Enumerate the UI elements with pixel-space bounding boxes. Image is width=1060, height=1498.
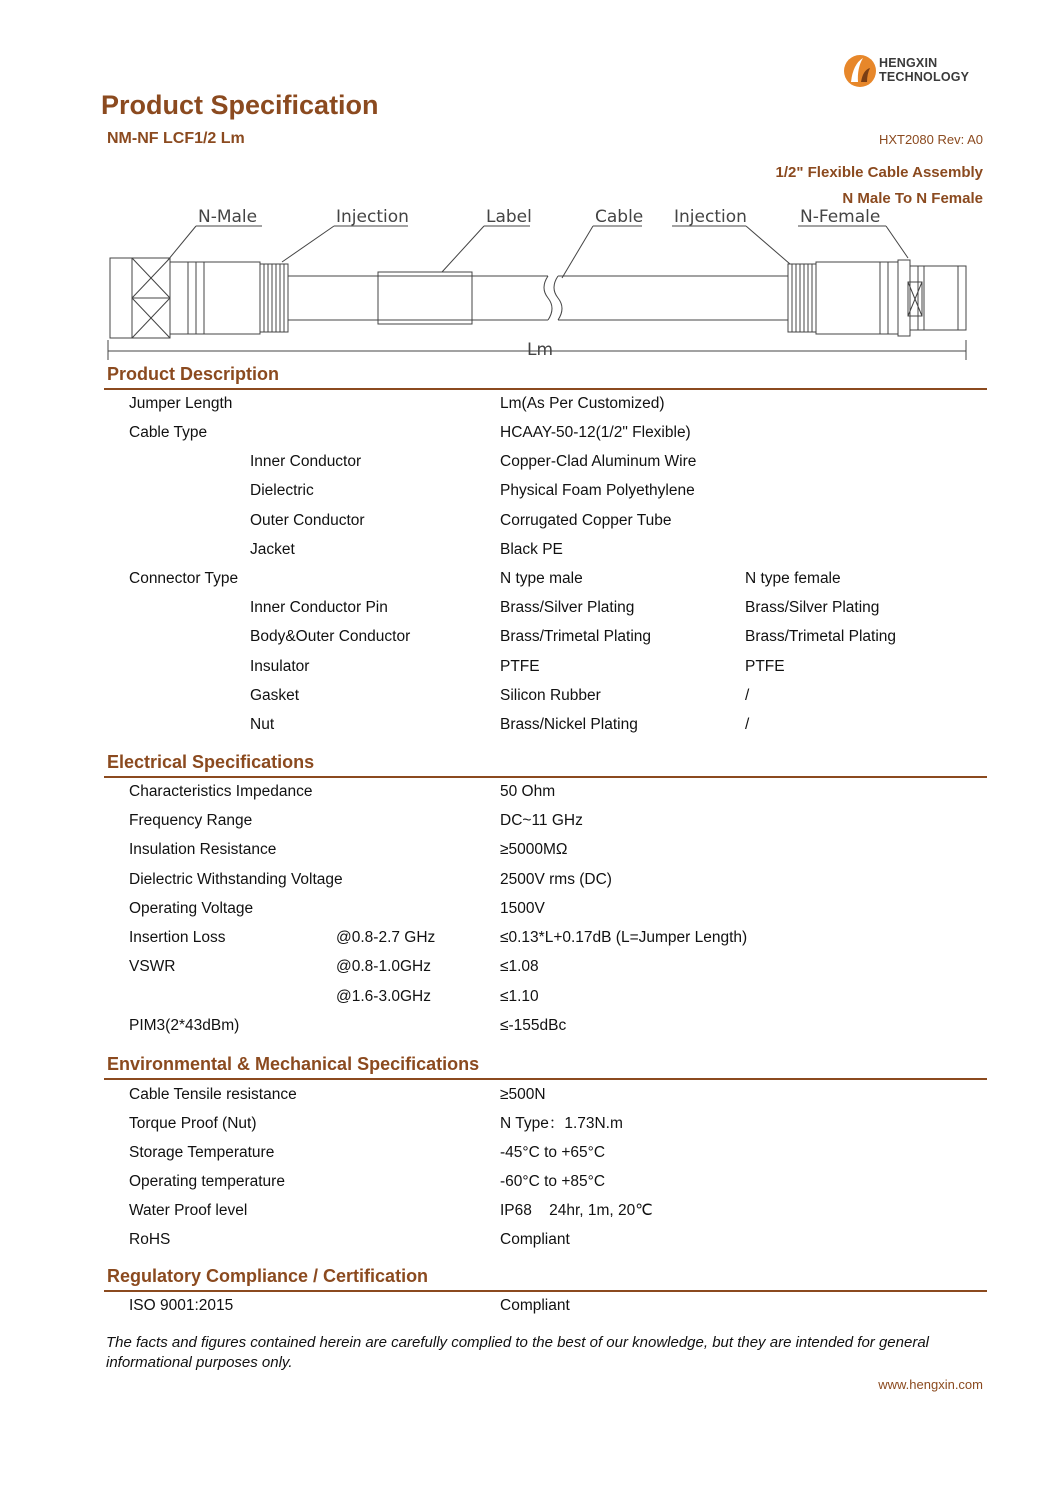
spec-label: Characteristics Impedance bbox=[129, 783, 313, 800]
spec-label: Water Proof level bbox=[129, 1202, 248, 1219]
spec-value-female: Brass/Silver Plating bbox=[745, 599, 880, 616]
spec-sublabel: Inner Conductor bbox=[250, 453, 362, 470]
spec-value-male: Silicon Rubber bbox=[500, 687, 601, 704]
spec-label: Operating Voltage bbox=[129, 900, 254, 917]
company-logo bbox=[843, 52, 993, 92]
table-row bbox=[0, 923, 1060, 952]
spec-value: ≥500N bbox=[500, 1086, 546, 1103]
spec-value-female: / bbox=[745, 716, 750, 733]
table-row bbox=[0, 1291, 1060, 1320]
spec-value-male: N type male bbox=[500, 570, 583, 587]
table-row bbox=[0, 418, 1060, 447]
table-row bbox=[0, 894, 1060, 923]
spec-sublabel: Insulator bbox=[250, 658, 310, 675]
website-link[interactable]: www.hengxin.com bbox=[878, 1377, 983, 1392]
table-row bbox=[0, 681, 1060, 710]
table-row bbox=[0, 447, 1060, 476]
label-injection-left: Injection bbox=[336, 207, 409, 227]
spec-value-male: PTFE bbox=[500, 658, 540, 675]
logo-wordmark bbox=[879, 56, 969, 84]
spec-sublabel: Outer Conductor bbox=[250, 512, 365, 529]
spec-frequency: @1.6-3.0GHz bbox=[336, 988, 431, 1005]
table-row bbox=[0, 506, 1060, 535]
spec-value: 1500V bbox=[500, 900, 545, 917]
spec-label: Cable Type bbox=[129, 424, 208, 441]
spec-value: ≤1.10 bbox=[500, 988, 539, 1005]
spec-value-female: PTFE bbox=[745, 658, 785, 675]
spec-sublabel: Body&Outer Conductor bbox=[250, 628, 411, 645]
spec-label: Connector Type bbox=[129, 570, 239, 587]
spec-value: Copper-Clad Aluminum Wire bbox=[500, 453, 697, 470]
spec-value: Compliant bbox=[500, 1297, 570, 1314]
spec-value: ≥5000MΩ bbox=[500, 841, 568, 858]
spec-label: RoHS bbox=[129, 1231, 171, 1248]
spec-label: Torque Proof (Nut) bbox=[129, 1115, 257, 1132]
logo-line1: HENGXIN bbox=[879, 56, 938, 70]
table-row bbox=[0, 710, 1060, 739]
label-length: Lm bbox=[527, 340, 554, 360]
spec-value: -45°C to +65°C bbox=[500, 1144, 606, 1161]
spec-value: 2500V rms (DC) bbox=[500, 871, 612, 888]
section-title-electrical: Electrical Specifications bbox=[107, 752, 315, 772]
spec-label: Storage Temperature bbox=[129, 1144, 275, 1161]
spec-label: Operating temperature bbox=[129, 1173, 285, 1190]
table-row bbox=[0, 982, 1060, 1011]
spec-label: Frequency Range bbox=[129, 812, 253, 829]
label-n-female: N-Female bbox=[800, 207, 881, 227]
spec-value: ≤1.08 bbox=[500, 958, 539, 975]
table-row bbox=[0, 476, 1060, 505]
spec-sublabel: Jacket bbox=[250, 541, 295, 558]
spec-label: Jumper Length bbox=[129, 395, 233, 412]
table-row bbox=[0, 1196, 1060, 1225]
table-row bbox=[0, 564, 1060, 593]
spec-frequency: @0.8-1.0GHz bbox=[336, 958, 431, 975]
spec-sublabel: Nut bbox=[250, 716, 275, 733]
section-title-product-description: Product Description bbox=[107, 364, 280, 384]
spec-value: Corrugated Copper Tube bbox=[500, 512, 672, 529]
table-row bbox=[0, 593, 1060, 622]
spec-sublabel: Gasket bbox=[250, 687, 300, 704]
spec-label: Insertion Loss bbox=[129, 929, 226, 946]
spec-value-female: N type female bbox=[745, 570, 841, 587]
spec-sublabel: Inner Conductor Pin bbox=[250, 599, 388, 616]
assembly-type: N Male To N Female bbox=[842, 190, 983, 207]
label-injection-right: Injection bbox=[674, 207, 747, 227]
table-row bbox=[0, 1167, 1060, 1196]
spec-value: DC~11 GHz bbox=[500, 812, 583, 829]
spec-label: PIM3(2*43dBm) bbox=[129, 1017, 240, 1034]
spec-label: Dielectric Withstanding Voltage bbox=[129, 871, 343, 888]
spec-label: ISO 9001:2015 bbox=[129, 1297, 234, 1314]
table-row bbox=[0, 835, 1060, 864]
spec-value: Physical Foam Polyethylene bbox=[500, 482, 695, 499]
table-row bbox=[0, 389, 1060, 418]
spec-value-female: Brass/Trimetal Plating bbox=[745, 628, 897, 645]
table-row bbox=[0, 1225, 1060, 1254]
section-title-regulatory: Regulatory Compliance / Certification bbox=[107, 1266, 429, 1286]
spec-value-male: Brass/Trimetal Plating bbox=[500, 628, 652, 645]
spec-value: N Type：1.73N.m bbox=[500, 1115, 623, 1132]
section-title-environmental: Environmental & Mechanical Specifications bbox=[107, 1054, 480, 1074]
spec-value: Black PE bbox=[500, 541, 563, 558]
spec-value: HCAAY-50-12(1/2" Flexible) bbox=[500, 424, 691, 441]
spec-value: Compliant bbox=[500, 1231, 570, 1248]
spec-label: Insulation Resistance bbox=[129, 841, 277, 858]
table-row bbox=[0, 777, 1060, 806]
table-row bbox=[0, 806, 1060, 835]
spec-value: ≤0.13*L+0.17dB (L=Jumper Length) bbox=[500, 929, 748, 946]
label-n-male: N-Male bbox=[198, 207, 258, 227]
label-cable: Cable bbox=[595, 207, 644, 227]
table-row bbox=[0, 952, 1060, 981]
spec-value: IP68 24hr, 1m, 20℃ bbox=[500, 1202, 653, 1219]
disclaimer-text: The facts and figures contained herein are carefully complied to the best of our knowledge, but they are intended for general informational purposes only. bbox=[106, 1334, 930, 1371]
spec-value-male: Brass/Nickel Plating bbox=[500, 716, 638, 733]
product-code: NM-NF LCF1/2 Lm bbox=[107, 130, 245, 147]
table-row bbox=[0, 652, 1060, 681]
spec-sublabel: Dielectric bbox=[250, 482, 314, 499]
spec-value: Lm(As Per Customized) bbox=[500, 395, 665, 412]
table-row bbox=[0, 622, 1060, 651]
page-title: Product Specification bbox=[101, 90, 379, 120]
spec-frequency: @0.8-2.7 GHz bbox=[336, 929, 436, 946]
table-row bbox=[0, 1011, 1060, 1040]
label-label: Label bbox=[486, 207, 532, 227]
spec-label: VSWR bbox=[129, 958, 176, 975]
table-row bbox=[0, 1109, 1060, 1138]
spec-value: -60°C to +85°C bbox=[500, 1173, 606, 1190]
table-row bbox=[0, 535, 1060, 564]
spec-value: ≤-155dBc bbox=[500, 1017, 567, 1034]
spec-value: 50 Ohm bbox=[500, 783, 556, 800]
spec-label: Cable Tensile resistance bbox=[129, 1086, 297, 1103]
hengxin-logo-icon bbox=[843, 52, 877, 90]
spec-value-male: Brass/Silver Plating bbox=[500, 599, 635, 616]
spec-value-female: / bbox=[745, 687, 750, 704]
table-row bbox=[0, 1080, 1060, 1109]
table-row bbox=[0, 865, 1060, 894]
table-row bbox=[0, 1138, 1060, 1167]
assembly-description: 1/2" Flexible Cable Assembly bbox=[775, 164, 983, 181]
cable-assembly-drawing bbox=[100, 200, 980, 365]
logo-line2: TECHNOLOGY bbox=[879, 70, 970, 84]
document-reference: HXT2080 Rev: A0 bbox=[878, 132, 983, 147]
